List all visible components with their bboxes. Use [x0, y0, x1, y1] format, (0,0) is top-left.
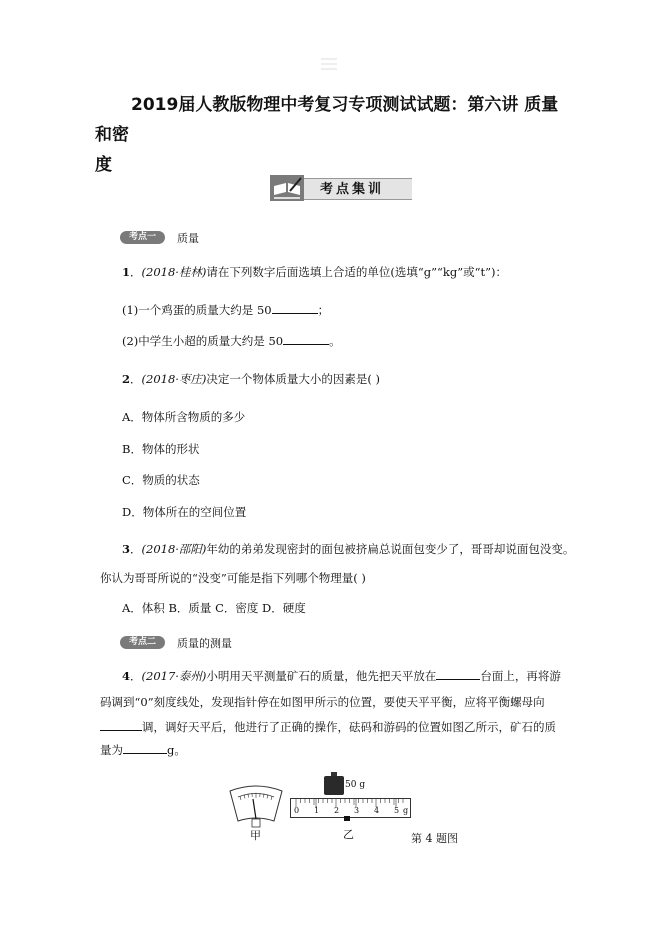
q3-stem-line-2: 你认为哥哥所说的“没变”可能是指下列哪个物理量( ): [100, 571, 366, 585]
weight-label: 50 g: [345, 780, 366, 790]
q4-line-2: 码调到“0”刻度线处，发现指针停在如图甲所示的位置，要使天平平衡，应将平衡螺母向: [100, 695, 545, 709]
document-title: [95, 90, 565, 180]
figure-yi: [286, 772, 416, 842]
rider-slider: [344, 816, 350, 821]
balance-dial-diagram: [226, 785, 286, 829]
q4-line-4: [100, 742, 186, 758]
title-line-1: 2019届人教版物理中考复习专项测试试题：第六讲 质量和密: [95, 95, 559, 145]
q2-option-b: B．物体的形状: [122, 442, 200, 456]
question-stem-cont: g。: [167, 743, 186, 757]
q1-item-1: [122, 302, 329, 318]
ruler-tick-label: 1: [314, 806, 320, 815]
ruler-scale: [290, 798, 411, 818]
answer-blank[interactable]: [123, 742, 167, 754]
ruler-ticks: [291, 799, 410, 817]
ruler-tick-label: 3: [354, 806, 360, 815]
question-number: 4: [122, 669, 131, 683]
question-number: 3: [122, 542, 131, 556]
question-stem: 年幼的弟弟发现密封的面包被挤扁总说面包变少了，哥哥却说面包没变。: [206, 542, 575, 556]
item-punct: 。: [329, 334, 341, 348]
question-2: 2．(2018·枣庄)决定一个物体质量大小的因素是( ): [122, 372, 381, 386]
question-stem: 决定一个物体质量大小的因素是( ): [206, 372, 381, 386]
item-punct: ；: [317, 303, 330, 317]
question-stem: 请在下列数字后面选填上合适的单位(选填“g”“kg”或“t”)：: [206, 265, 507, 279]
question-stem-cont: 量为: [100, 743, 123, 757]
question-number: 1: [122, 265, 131, 279]
figure-label-jia: 甲: [250, 829, 261, 842]
question-4: 4．(2017·泰州)小明用天平测量矿石的质量，他先把天平放在 台面上，再将游: [122, 669, 561, 683]
figure-jia: [226, 785, 286, 841]
figure-caption: 第 4 题图: [411, 832, 458, 845]
section-badge: 考点一: [120, 231, 165, 244]
q2-option-d: D．物体所在的空间位置: [122, 505, 247, 519]
section-badge: 考点二: [120, 636, 165, 649]
answer-blank[interactable]: [100, 719, 142, 731]
title-line-2: 度: [95, 155, 112, 175]
figure-label-yi: 乙: [343, 828, 354, 841]
section-banner: [270, 175, 413, 201]
question-source: (2018·邵阳): [141, 542, 207, 556]
q2-option-a: A．物体所含物质的多少: [122, 410, 246, 424]
q4-line-3: [100, 719, 556, 735]
question-stem-cont: 台面上，再将游: [480, 669, 561, 683]
weight-block: [324, 772, 344, 796]
item-text: (1)一个鸡蛋的质量大约是 50: [122, 303, 272, 317]
question-source: (2018·桂林): [141, 265, 207, 279]
section-header-2: [120, 632, 232, 651]
question-1: 1．(2018·桂林)请在下列数字后面选填上合适的单位(选填“g”“kg”或“t”)：: [122, 265, 507, 279]
page-mark: [321, 55, 337, 71]
ruler-tick-label: 2: [334, 806, 340, 815]
item-text: (2)中学生小超的质量大约是 50: [122, 334, 284, 348]
question-stem: 小明用天平测量矿石的质量，他先把天平放在: [206, 669, 437, 683]
q1-item-2: [122, 333, 341, 349]
ruler-tick-label: 0: [294, 806, 300, 815]
question-source: (2017·泰州): [141, 669, 207, 683]
q3-options: A．体积 B．质量 C．密度 D．硬度: [122, 601, 306, 615]
banner-label: 考点集训: [320, 182, 385, 197]
question-source: (2018·枣庄): [141, 372, 207, 386]
ruler-tick-label: 5: [394, 806, 400, 815]
section-title: 质量的测量: [177, 636, 232, 650]
q2-option-c: C．物质的状态: [122, 473, 200, 487]
ruler-tick-label: 4: [374, 806, 380, 815]
section-header-1: [120, 227, 199, 246]
section-title: 质量: [177, 231, 199, 245]
book-pen-icon: [270, 175, 304, 201]
ruler-unit: g: [403, 806, 409, 815]
question-stem-cont: 调，调好天平后，他进行了正确的操作，砝码和游码的位置如图乙所示，矿石的质: [142, 720, 556, 734]
question-3: 3．(2018·邵阳)年幼的弟弟发现密封的面包被挤扁总说面包变少了，哥哥却说面包没变。: [122, 542, 575, 556]
question-number: 2: [122, 372, 131, 386]
answer-blank[interactable]: [272, 302, 318, 314]
answer-blank[interactable]: [436, 668, 480, 680]
answer-blank[interactable]: [283, 333, 329, 345]
